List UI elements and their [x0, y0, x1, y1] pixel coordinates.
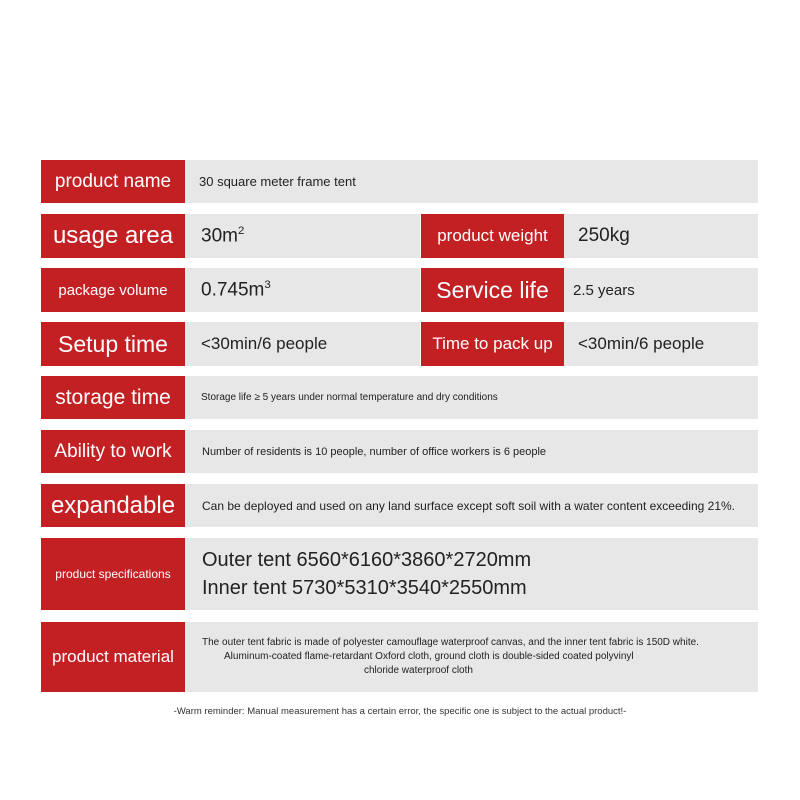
service-life-value-text: 2.5 years: [573, 281, 635, 299]
ability-to-work-value-text: Number of residents is 10 people, number of office workers is 6 people: [202, 445, 547, 458]
expandable-label: [41, 484, 185, 527]
product-material-label: [41, 622, 185, 692]
storage-time-label-text: storage time: [55, 385, 171, 409]
product-name-label: [41, 160, 185, 203]
service-life-label: [421, 268, 564, 312]
product-specifications-label-text: product specifications: [55, 567, 171, 581]
expandable-label-text: expandable: [50, 491, 176, 519]
package-volume-value: [185, 268, 420, 312]
pack-up-time-label: [421, 322, 564, 366]
usage-area-value-text: $30m^2$: [201, 224, 245, 247]
material-line-3: chloride waterproof cloth: [364, 665, 473, 676]
package-volume-value-text: $0.745m^3$: [201, 278, 271, 301]
outer-tent-spec: Outer tent 6560*6160*3860*2720mm: [202, 549, 532, 571]
setup-time-value: [185, 322, 420, 366]
material-line-2: Aluminum-coated flame-retardant Oxford cloth, ground cloth is double-sided coated polyvinyl: [224, 651, 634, 662]
inner-tent-spec: Inner tent 5730*5310*3540*2550mm: [202, 577, 527, 599]
package-volume-label-text: package volume: [58, 281, 168, 299]
setup-time-label-text: Setup time: [58, 330, 168, 357]
ability-to-work-value: [185, 430, 758, 473]
product-name-label-text: product name: [54, 170, 172, 192]
material-line-1: The outer tent fabric is made of polyester camouflage waterproof canvas, and the inner tent fabric is 150D white.: [202, 637, 699, 648]
ability-to-work-label: [41, 430, 185, 473]
usage-area-label: [41, 214, 185, 258]
package-volume-label: [41, 268, 185, 312]
storage-time-value: [185, 376, 758, 419]
pack-up-time-label-text: Time to pack up: [432, 334, 553, 353]
usage-area-label-text: usage area: [52, 222, 174, 249]
product-specifications-value: [185, 538, 758, 610]
service-life-label-text: Service life: [436, 276, 549, 303]
product-weight-value: [564, 214, 758, 258]
service-life-value: [564, 268, 758, 312]
ability-to-work-label-text: Ability to work: [54, 440, 172, 462]
product-material-label-text: product material: [52, 647, 174, 666]
pack-up-time-value-text: <30min/6 people: [578, 334, 705, 353]
product-name-value-text: 30 square meter frame tent: [199, 174, 356, 189]
warm-reminder-note: -Warm reminder: Manual measurement has a certain error, the specific one is subject to the actual product!-: [173, 706, 627, 717]
expandable-value: [185, 484, 758, 527]
product-specifications-label: [41, 538, 185, 610]
pack-up-time-value: [564, 322, 758, 366]
setup-time-label: [41, 322, 185, 366]
storage-time-value-text: Storage life ≥ 5 years under normal temperature and dry conditions: [201, 392, 498, 403]
product-weight-value-text: 250kg: [578, 225, 630, 246]
storage-time-label: [41, 376, 185, 419]
product-weight-label: [421, 214, 564, 258]
product-material-value: [185, 622, 758, 692]
product-weight-label-text: product weight: [437, 226, 548, 245]
product-name-value: [185, 160, 758, 203]
usage-area-value: [185, 214, 420, 258]
expandable-value-text: Can be deployed and used on any land surface except soft soil with a water content exceeding 21%.: [202, 498, 736, 513]
setup-time-value-text: <30min/6 people: [201, 334, 328, 353]
